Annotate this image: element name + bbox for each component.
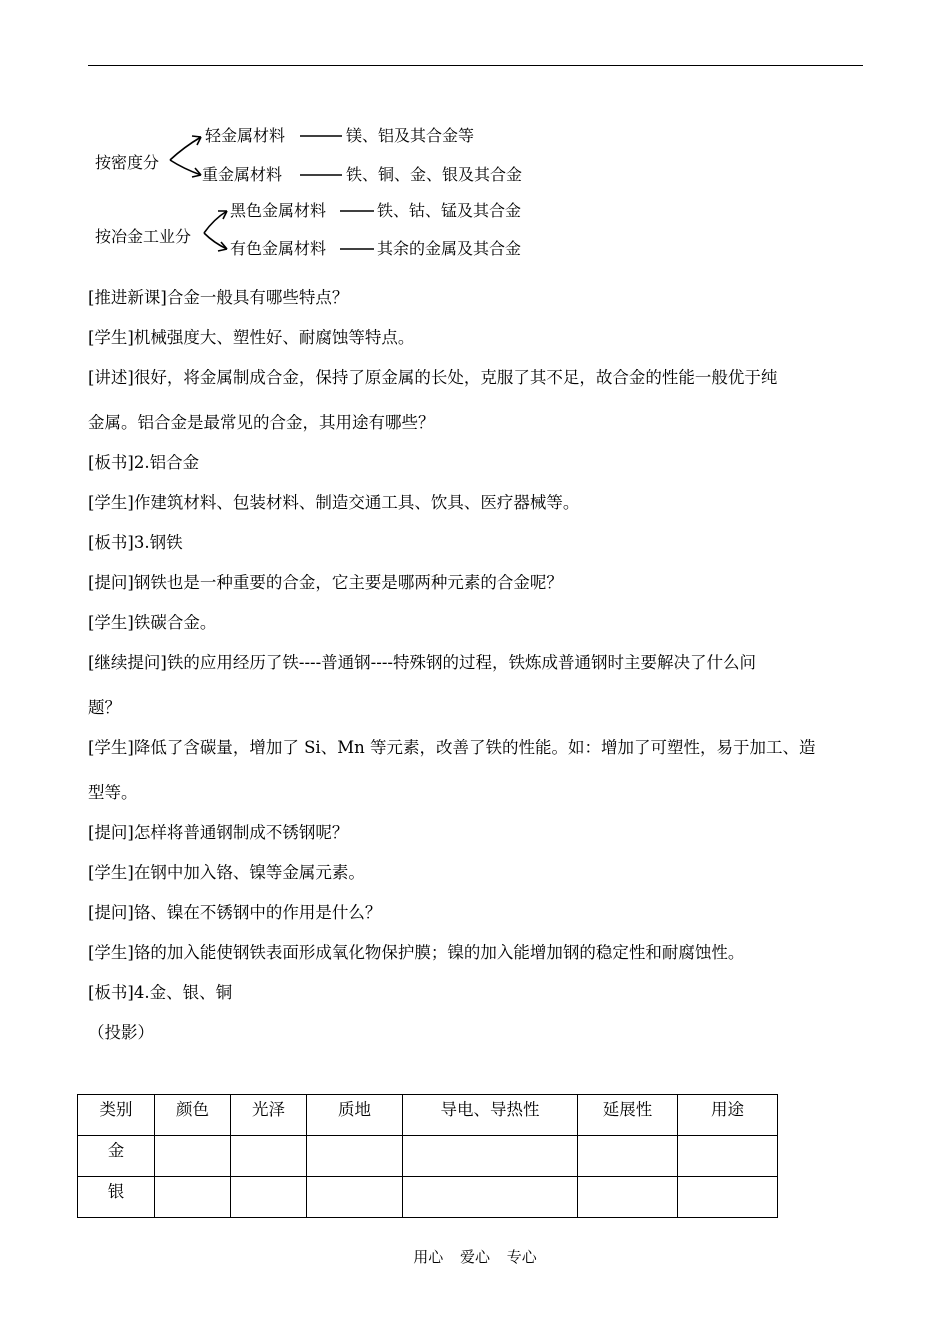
table-header-cell: 延展性 xyxy=(578,1095,678,1136)
table-cell xyxy=(231,1177,307,1218)
paragraph-line: [板书]4.金、银、铜 xyxy=(88,983,233,1002)
heavy-metal-type: 重金属材料 xyxy=(202,165,283,184)
paragraph-line: 题？ xyxy=(88,698,121,717)
paragraph-line: [板书]3.钢铁 xyxy=(88,533,183,552)
paragraph-line: 型等。 xyxy=(88,783,138,802)
table-cell xyxy=(155,1177,231,1218)
table-header-cell: 用途 xyxy=(678,1095,778,1136)
ferrous-metal-type: 黑色金属材料 xyxy=(230,201,327,220)
table-cell xyxy=(403,1177,578,1218)
paragraph-line: [学生]降低了含碳量，增加了 Si、Mn 等元素，改善了铁的性能。如：增加了可塑性，易于加工、造 xyxy=(88,738,816,757)
paragraph-line: 金属。铝合金是最常见的合金，其用途有哪些？ xyxy=(88,413,435,432)
paragraph-line: [提问]钢铁也是一种重要的合金，它主要是哪两种元素的合金呢？ xyxy=(88,573,563,592)
table-cell xyxy=(678,1136,778,1177)
table-cell xyxy=(307,1136,403,1177)
table-cell xyxy=(678,1177,778,1218)
metallurgy-label: 按冶金工业分 xyxy=(95,227,192,246)
table-header-cell: 颜色 xyxy=(155,1095,231,1136)
paragraph-line: [学生]机械强度大、塑性好、耐腐蚀等特点。 xyxy=(88,328,415,347)
light-metal-type: 轻金属材料 xyxy=(205,126,286,145)
table-header-cell: 光泽 xyxy=(231,1095,307,1136)
table-header-row xyxy=(78,1095,778,1136)
paragraph-line: [板书]2.铝合金 xyxy=(88,453,200,472)
nonferrous-metal-type: 有色金属材料 xyxy=(230,239,327,258)
paragraph-line: （投影） xyxy=(88,1023,154,1042)
table-header-cell: 质地 xyxy=(307,1095,403,1136)
paragraph-line: [推进新课]合金一般具有哪些特点？ xyxy=(88,288,349,307)
paragraph-line: [学生]铁碳合金。 xyxy=(88,613,217,632)
table-header-cell: 导电、导热性 xyxy=(403,1095,578,1136)
paragraph-line: [提问]怎样将普通钢制成不锈钢呢？ xyxy=(88,823,349,842)
metal-properties-table xyxy=(77,1094,778,1218)
ferrous-metal-examples: 铁、钴、锰及其合金 xyxy=(377,201,522,220)
density-label: 按密度分 xyxy=(95,153,160,172)
paragraph-line: [学生]铬的加入能使钢铁表面形成氧化物保护膜；镍的加入能增加钢的稳定性和耐腐蚀性。 xyxy=(88,943,745,962)
table-cell xyxy=(403,1136,578,1177)
header-rule xyxy=(88,65,863,66)
table-cell xyxy=(231,1136,307,1177)
lesson-text xyxy=(88,284,868,1059)
metal-classification-diagram xyxy=(88,115,568,275)
table-row xyxy=(78,1177,778,1218)
light-metal-examples: 镁、铝及其合金等 xyxy=(346,126,475,145)
table-cell xyxy=(578,1177,678,1218)
paragraph-line: [讲述]很好，将金属制成合金，保持了原金属的长处，克服了其不足，故合金的性能一般优于纯 xyxy=(88,368,778,387)
paragraph-line: [继续提问]铁的应用经历了铁----普通钢----特殊钢的过程，铁炼成普通钢时主要解决了什么问 xyxy=(88,653,756,672)
table-cell xyxy=(578,1136,678,1177)
table-cell: 金 xyxy=(78,1136,155,1177)
table-cell: 银 xyxy=(78,1177,155,1218)
table-cell xyxy=(307,1177,403,1218)
table-header-cell: 类别 xyxy=(78,1095,155,1136)
table-cell xyxy=(155,1136,231,1177)
paragraph-line: [学生]在钢中加入铬、镍等金属元素。 xyxy=(88,863,365,882)
paragraph-line: [提问]铬、镍在不锈钢中的作用是什么？ xyxy=(88,903,382,922)
page-footer: 用心 爱心 专心 xyxy=(413,1248,537,1266)
table-row xyxy=(78,1136,778,1177)
nonferrous-metal-examples: 其余的金属及其合金 xyxy=(377,239,522,258)
paragraph-line: [学生]作建筑材料、包装材料、制造交通工具、饮具、医疗器械等。 xyxy=(88,493,580,512)
heavy-metal-examples: 铁、铜、金、银及其合金 xyxy=(346,165,523,184)
